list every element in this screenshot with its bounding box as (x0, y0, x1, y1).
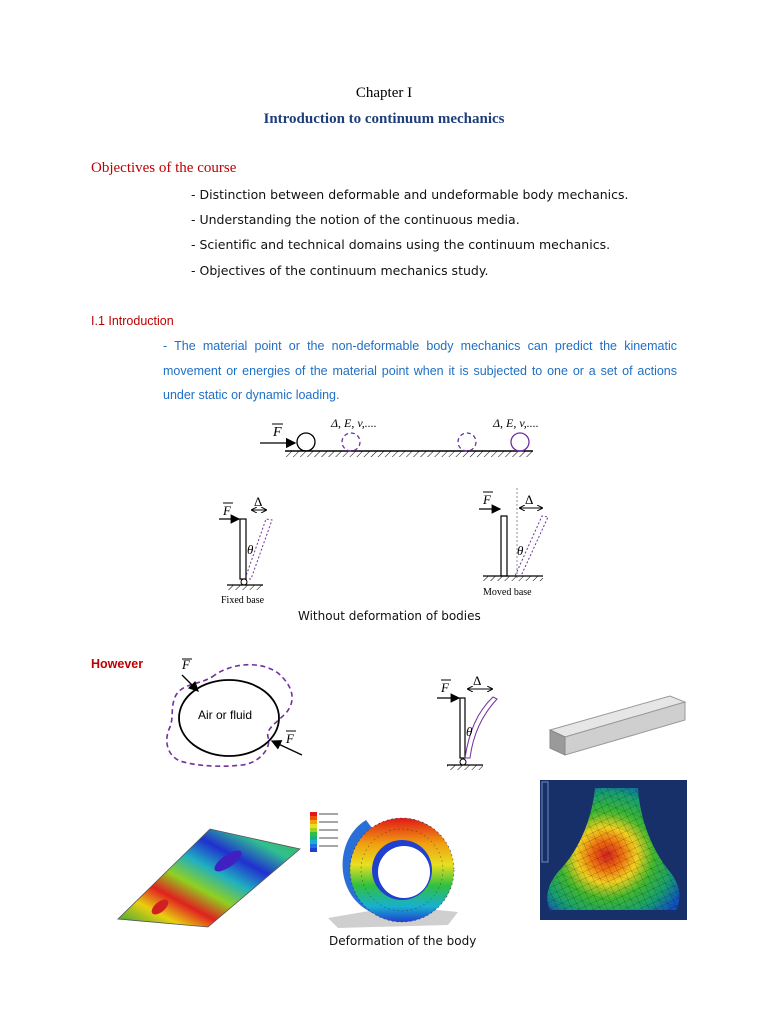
objective-item: - Objectives of the continuum mechanics study. (191, 263, 489, 278)
params-right: Δ, E, v,.... (493, 416, 539, 430)
fem-ring-image (308, 800, 460, 932)
params-left: Δ, E, v,.... (331, 416, 377, 430)
force-label: F (441, 680, 449, 695)
deformed-rod-diagram (435, 672, 505, 776)
delta-label: Δ (473, 673, 482, 688)
force-label: F (223, 503, 231, 518)
chapter-title: Introduction to continuum mechanics (263, 111, 505, 127)
ball-solid (297, 433, 315, 451)
introduction-heading: I.1 Introduction (91, 314, 174, 328)
introduction-paragraph: - The material point or the non-deformable body mechanics can predict the kinematic movement or energies of the material point when it is subjected to one or a set of actions under static or dynamic loading. (163, 339, 677, 402)
delta-label: Δ (254, 494, 263, 509)
force-label: F (483, 492, 491, 507)
chapter-label: Chapter I (355, 85, 413, 101)
force-label: F (273, 425, 282, 440)
objective-item: - Scientific and technical domains using the continuum mechanics. (191, 237, 611, 252)
moved-base-label: Moved base (483, 587, 532, 598)
ground-hatch (483, 576, 543, 581)
rolling-ball-diagram (255, 410, 555, 462)
theta-label: θ (247, 542, 254, 557)
figure1-caption: Without deformation of bodies (298, 609, 481, 623)
fixed-base-label: Fixed base (221, 595, 265, 606)
ball-final (511, 433, 529, 451)
rod (460, 698, 465, 758)
beam-image (545, 690, 690, 765)
rod (501, 516, 507, 576)
pin-joint (241, 579, 247, 585)
contour-legend (310, 812, 338, 852)
however-label: However (91, 657, 144, 671)
ground-hatch (447, 765, 483, 770)
ground-hatch (227, 585, 263, 590)
figure2-caption: Deformation of the body (329, 934, 477, 948)
objective-item: - Understanding the notion of the continuous media. (191, 212, 520, 227)
force-label: F (286, 731, 294, 746)
moved-base-diagram (475, 483, 565, 601)
objectives-heading: Objectives of the course (91, 160, 237, 176)
force-label: F (182, 657, 190, 672)
delta-label: Δ (525, 492, 534, 507)
theta-label: θ (466, 724, 473, 739)
objective-item: - Distinction between deformable and undeformable body mechanics. (191, 187, 629, 202)
pin-joint (460, 759, 466, 765)
fixed-base-diagram (215, 490, 290, 608)
fluid-body-diagram (160, 655, 310, 777)
contour-plate (118, 829, 300, 927)
ring-hole (378, 846, 430, 898)
theta-label: θ (517, 543, 524, 558)
ball-dashed (458, 433, 476, 451)
rod (240, 519, 246, 579)
fem-block-image (540, 780, 687, 920)
ground-hatch (285, 451, 533, 457)
fluid-label: Air or fluid (198, 708, 253, 722)
ball-dashed (342, 433, 360, 451)
fem-plate-image (100, 815, 305, 930)
